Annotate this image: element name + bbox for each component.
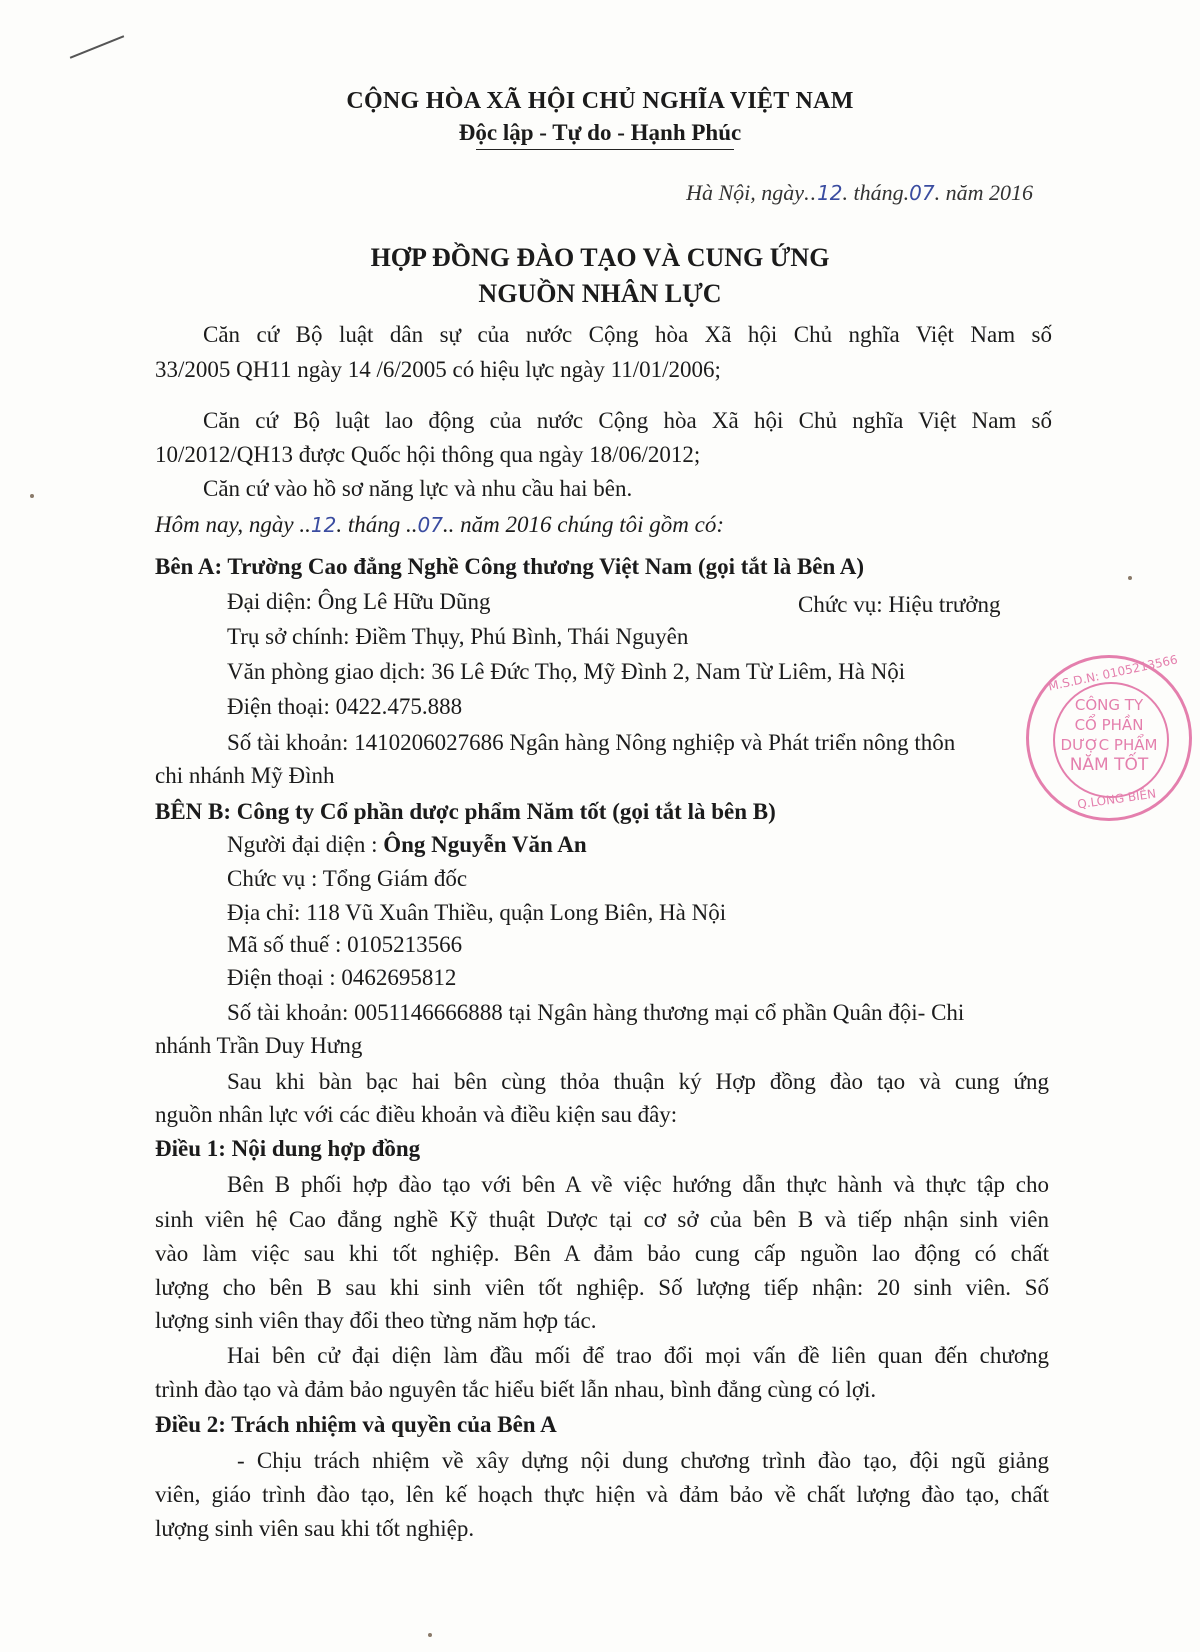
today-month-handwritten: 07 [417, 513, 443, 537]
today-prefix: Hôm nay, ngày [155, 512, 294, 537]
scan-pen-mark [70, 35, 125, 59]
article1-p1-line: lượng sinh viên thay đổi theo từng năm hợp tác. [155, 1308, 597, 1333]
article1-heading: Điều 1: Nội dung hợp đồng [155, 1136, 421, 1161]
party-b-address: Địa chỉ: 118 Vũ Xuân Thiều, quận Long Biên, Hà Nội [227, 900, 727, 925]
preamble-civil-code-line1: Căn cứ Bộ luật dân sự của nước Cộng hòa Xã hội Chủ nghĩa Việt Nam số [203, 322, 1052, 347]
party-b-position: Chức vụ : Tổng Giám đốc [227, 866, 468, 891]
today-month-label: tháng [347, 512, 401, 537]
stamp-line1: CÔNG TY [1074, 696, 1144, 714]
today-day-handwritten: 12 [310, 513, 337, 537]
party-a-label: Bên A [155, 554, 215, 579]
party-a-name: : Trường Cao đẳng Nghề Công thương Việt Nam (gọi tắt là Bên A) [214, 554, 865, 579]
article1-p1-line: sinh viên hệ Cao đẳng nghề Kỹ thuật Dược tại cơ sở của bên B và tiếp nhận sinh viên [155, 1207, 1049, 1232]
party-b-account-line2: nhánh Trần Duy Hưng [155, 1033, 363, 1058]
stamp-line3: DƯỢC PHẨM [1060, 736, 1158, 754]
article1-p1-line: vào làm việc sau khi tốt nghiệp. Bên A đảm bảo cung cấp nguồn lao động có chất [155, 1241, 1049, 1266]
party-a-head-office: Trụ sở chính: Điềm Thụy, Phú Bình, Thái Nguyên [227, 624, 689, 649]
article2-p1-line: viên, giáo trình đào tạo, lên kế hoạch thực hiện và đảm bảo về chất lượng đào tạo, chất [155, 1482, 1049, 1507]
party-b-tax-code: Mã số thuế : 0105213566 [227, 932, 463, 957]
party-a-account-line1: Số tài khoản: 1410206027686 Ngân hàng Nông nghiệp và Phát triển nông thôn [227, 730, 956, 755]
party-a-representative: Đại diện: Ông Lê Hữu Dũng [227, 589, 491, 614]
national-title: CỘNG HÒA XÃ HỘI CHỦ NGHĨA VIỆT NAM [346, 88, 854, 114]
party-a-account-line2: chi nhánh Mỹ Đình [155, 763, 335, 788]
preamble-labor-code-line1: Căn cứ Bộ luật lao động của nước Cộng hòa Xã hội Chủ nghĩa Việt Nam số [203, 408, 1052, 433]
party-b-phone: Điện thoại : 0462695812 [227, 965, 457, 990]
party-b-representative-label: Người đại diện : [227, 832, 384, 857]
article1-p2-line: Hai bên cử đại diện làm đầu mối để trao đổi mọi vấn đề liên quan đến chương [227, 1343, 1049, 1368]
party-b-heading: BÊN B: Công ty Cổ phần dược phẩm Năm tốt (gọi tắt là bên B) [155, 799, 776, 824]
date-month-label: tháng [853, 180, 904, 205]
scan-dot [30, 494, 34, 498]
scan-dot [428, 1633, 432, 1637]
preamble-capacity: Căn cứ vào hồ sơ năng lực và nhu cầu hai bên. [203, 476, 633, 501]
scan-dot [1128, 576, 1132, 580]
party-a-phone: Điện thoại: 0422.475.888 [227, 694, 463, 719]
party-b-account-line1: Số tài khoản: 0051146666888 tại Ngân hàng thương mại cổ phần Quân đội- Chi [227, 1000, 965, 1025]
party-b-representative [227, 830, 587, 860]
company-stamp [1026, 652, 1192, 821]
article1-p1-line: lượng cho bên B sau khi sinh viên tốt nghiệp. Số lượng tiếp nhận: 20 sinh viên. Số [155, 1275, 1049, 1300]
article2-p1-line: - Chịu trách nhiệm về xây dựng nội dung chương trình đào tạo, đội ngũ giảng [237, 1448, 1049, 1473]
date-prefix: Hà Nội, ngày [686, 180, 805, 205]
agreement-line1: Sau khi bàn bạc hai bên cùng thỏa thuận ký Hợp đồng đào tạo và cung ứng [227, 1069, 1049, 1094]
today-suffix: năm 2016 chúng tôi gồm có: [460, 512, 724, 537]
article2-p1-line: lượng sinh viên sau khi tốt nghiệp. [155, 1516, 475, 1541]
stamp-ring-top: M.S.D.N: 0105213566 [1046, 652, 1179, 694]
national-motto: Độc lập - Tự do - Hạnh Phúc [458, 120, 742, 145]
contract-title-line2: NGUỒN NHÂN LỰC [478, 279, 722, 308]
article1-p2-line: trình đào tạo và đảm bảo nguyên tắc hiểu biết lẫn nhau, bình đẳng cùng có lợi. [155, 1377, 877, 1402]
date-day-handwritten: 12 [817, 181, 843, 205]
stamp-ring-bottom: Q.LONG BIÊN [1076, 786, 1157, 812]
party-a-position: Chức vụ: Hiệu trưởng [798, 592, 1001, 617]
date-year: năm 2016 [945, 180, 1033, 205]
article2-heading: Điều 2: Trách nhiệm và quyền của Bên A [155, 1412, 557, 1437]
date-line: Hà Nội, ngày..12. tháng.07. năm 2016 [686, 180, 1033, 205]
party-a-transaction-office: Văn phòng giao dịch: 36 Lê Đức Thọ, Mỹ Đình 2, Nam Từ Liêm, Hà Nội [227, 659, 906, 684]
preamble-labor-code-line2: 10/2012/QH13 được Quốc hội thông qua ngày 18/06/2012; [155, 442, 701, 467]
contract-title-line1: HỢP ĐỒNG ĐÀO TẠO VÀ CUNG ỨNG [370, 243, 830, 272]
article1-p1-line: Bên B phối hợp đào tạo với bên A về việc hướng dẫn thực hành và thực tập cho [227, 1172, 1049, 1197]
agreement-line2: nguồn nhân lực với các điều khoản và điều kiện sau đây: [155, 1102, 678, 1127]
party-a-heading [155, 552, 864, 582]
motto-underline [476, 149, 734, 150]
date-month-handwritten: 07 [909, 181, 935, 205]
party-b-representative-name: Ông Nguyễn Văn An [383, 832, 587, 857]
preamble-civil-code-line2: 33/2005 QH11 ngày 14 /6/2005 có hiệu lực ngày 11/01/2006; [155, 357, 721, 382]
today-line: Hôm nay, ngày ..12. tháng ..07.. năm 2016 chúng tôi gồm có: [155, 512, 724, 537]
stamp-line4: NĂM TỐT [1069, 755, 1149, 775]
stamp-line2: CỔ PHẦN [1074, 716, 1144, 734]
